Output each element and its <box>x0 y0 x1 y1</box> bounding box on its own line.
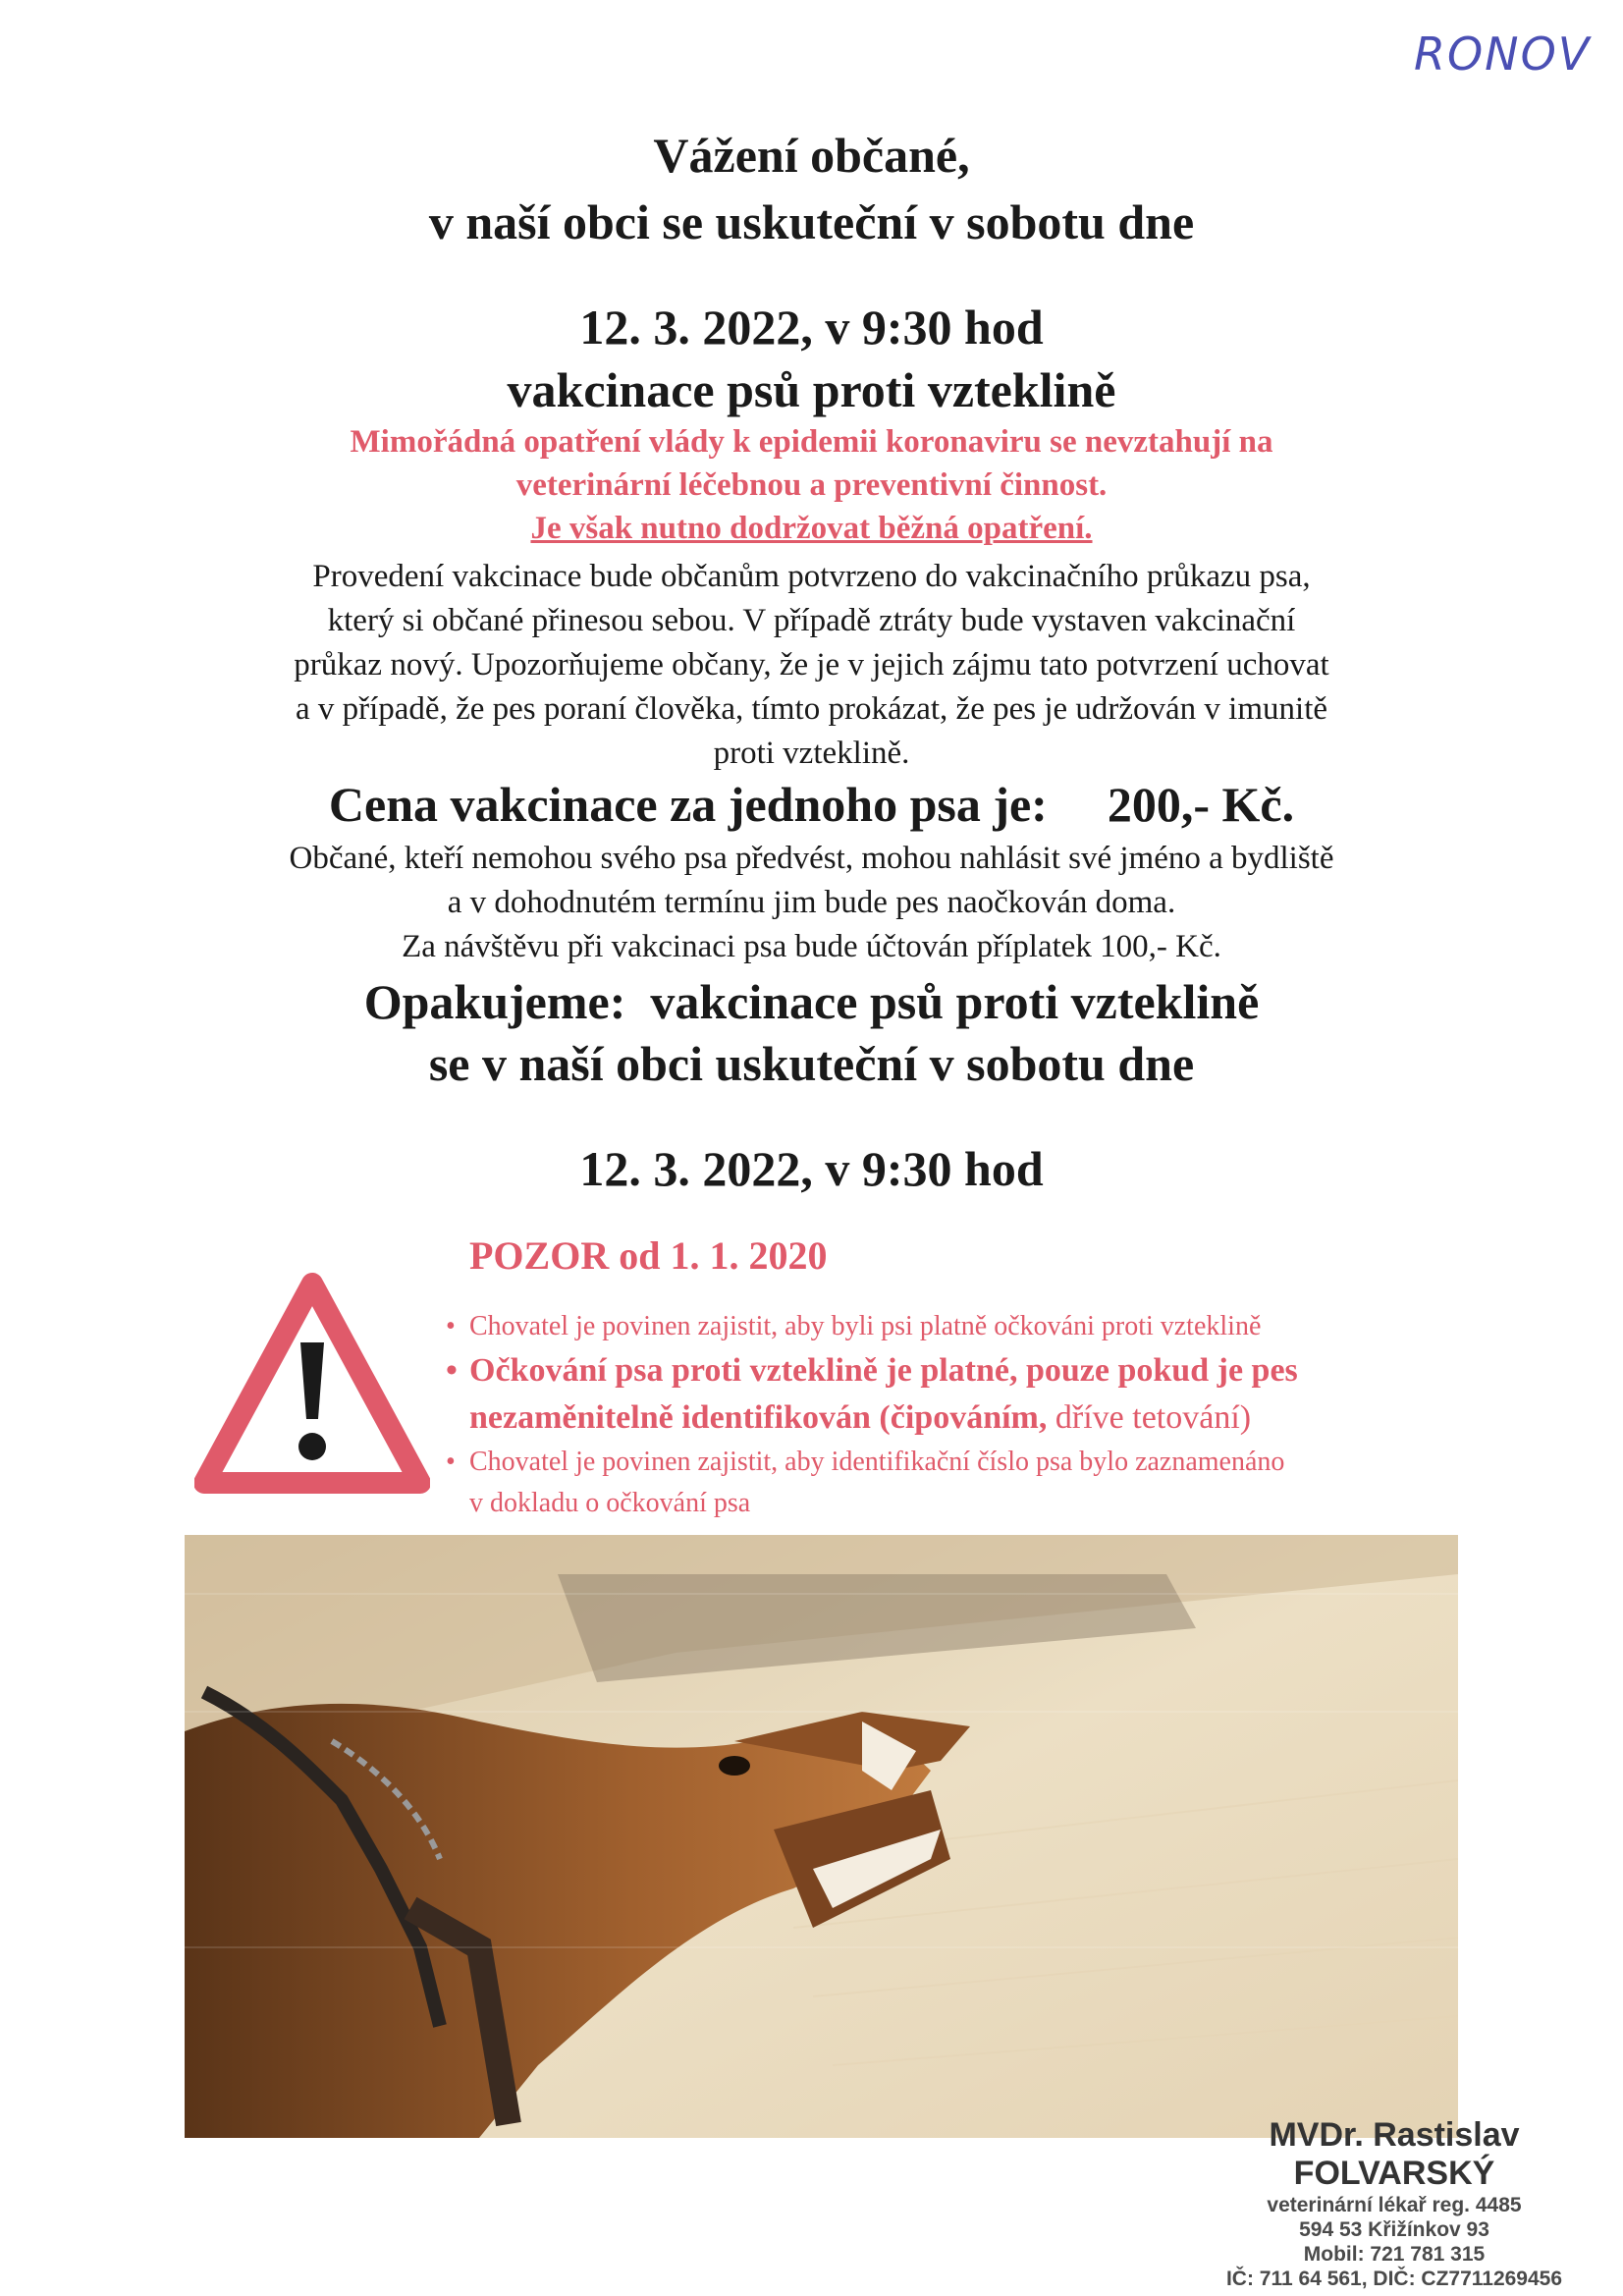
stamp-phone: Mobil: 721 781 315 <box>1303 2243 1486 2266</box>
dog-photo <box>185 1535 1458 2138</box>
warning-item-text-2 <box>469 1394 1424 1442</box>
warning-item <box>442 1306 1424 1347</box>
dog-photo-illustration <box>185 1535 1458 2138</box>
info-line: Provedení vakcinace bude občanům potvrzeno do vakcinačního průkazu psa, <box>312 559 1311 594</box>
repeat-date: 12. 3. 2022, v 9:30 hod <box>579 1141 1044 1196</box>
home-visit-line: a v dohodnutém termínu jim bude pes naočkován doma. <box>447 885 1176 920</box>
info-line: průkaz nový. Upozorňujeme občany, že je v jejich zájmu tato potvrzení uchovat <box>294 647 1329 683</box>
info-line: který si občané přinesou sebou. V případě ztráty bude vystaven vakcinační <box>327 603 1296 638</box>
info-line: proti vzteklině. <box>713 736 910 771</box>
warning-item <box>442 1347 1424 1442</box>
handwritten-note: RONOV <box>1414 27 1592 81</box>
stamp-title: veterinární lékař reg. 4485 <box>1267 2194 1522 2216</box>
price-value: 200,- Kč. <box>1107 777 1295 832</box>
warning-item-text: • Chovatel je povinen zajistit, aby identifikační číslo psa bylo zaznamenáno <box>469 1447 1285 1477</box>
warning-item-normal: dříve tetování) <box>1047 1399 1252 1436</box>
home-visit-paragraph <box>0 837 1623 969</box>
warning-item-bold: nezaměnitelně identifikován (čipováním, <box>469 1399 1048 1436</box>
heading-intro: v naší obci se uskuteční v sobotu dne <box>428 194 1195 249</box>
covid-notice-line1: Mimořádná opatření vlády k epidemii koronaviru se nevztahují na <box>350 424 1273 460</box>
warning-list <box>442 1306 1424 1524</box>
home-visit-line: Občané, kteří nemohou svého psa předvést, mohou nahlásit své jméno a bydliště <box>289 841 1334 876</box>
stamp-name: MVDr. Rastislav FOLVARSKÝ <box>1269 2116 1520 2192</box>
warning-title: POZOR od 1. 1. 2020 <box>469 1233 828 1278</box>
stamp-address: 594 53 Křižínkov 93 <box>1299 2218 1489 2241</box>
repeat-line1: Opakujeme: vakcinace psů proti vzteklině <box>363 974 1260 1029</box>
heading-event: vakcinace psů proti vzteklině <box>507 362 1116 417</box>
info-line: a v případě, že pes poraní člověka, tímto prokázat, že pes je udržován v imunitě <box>295 691 1328 727</box>
covid-notice-line3: Je však nutno dodržovat běžná opatření. <box>530 511 1093 546</box>
covid-notice-line2: veterinární léčebnou a preventivní činnost. <box>515 467 1108 503</box>
price-label: Cena vakcinace za jednoho psa je: <box>328 777 1048 832</box>
repeat-line2: se v naší obci uskuteční v sobotu dne <box>428 1036 1195 1091</box>
veterinarian-stamp <box>1188 2116 1600 2291</box>
warning-item-text: • Očkování psa proti vzteklině je platné, pouze pokud je pes <box>469 1352 1298 1389</box>
heading-greeting: Vážení občané, <box>653 128 970 183</box>
stamp-ids: IČ: 711 64 561, DIČ: CZ7711269456 <box>1225 2268 1563 2290</box>
warning-item-text: Chovatel je povinen zajistit, aby byli psi platně očkováni proti vzteklině <box>469 1311 1262 1341</box>
info-paragraph <box>0 555 1623 776</box>
warning-triangle-icon <box>194 1272 430 1498</box>
heading-date: 12. 3. 2022, v 9:30 hod <box>579 300 1044 355</box>
warning-item <box>442 1442 1424 1524</box>
home-visit-line: Za návštěvu při vakcinaci psa bude účtován příplatek 100,- Kč. <box>402 929 1221 964</box>
warning-item-text-2: v dokladu o očkování psa <box>469 1488 751 1518</box>
price-line <box>0 776 1623 833</box>
